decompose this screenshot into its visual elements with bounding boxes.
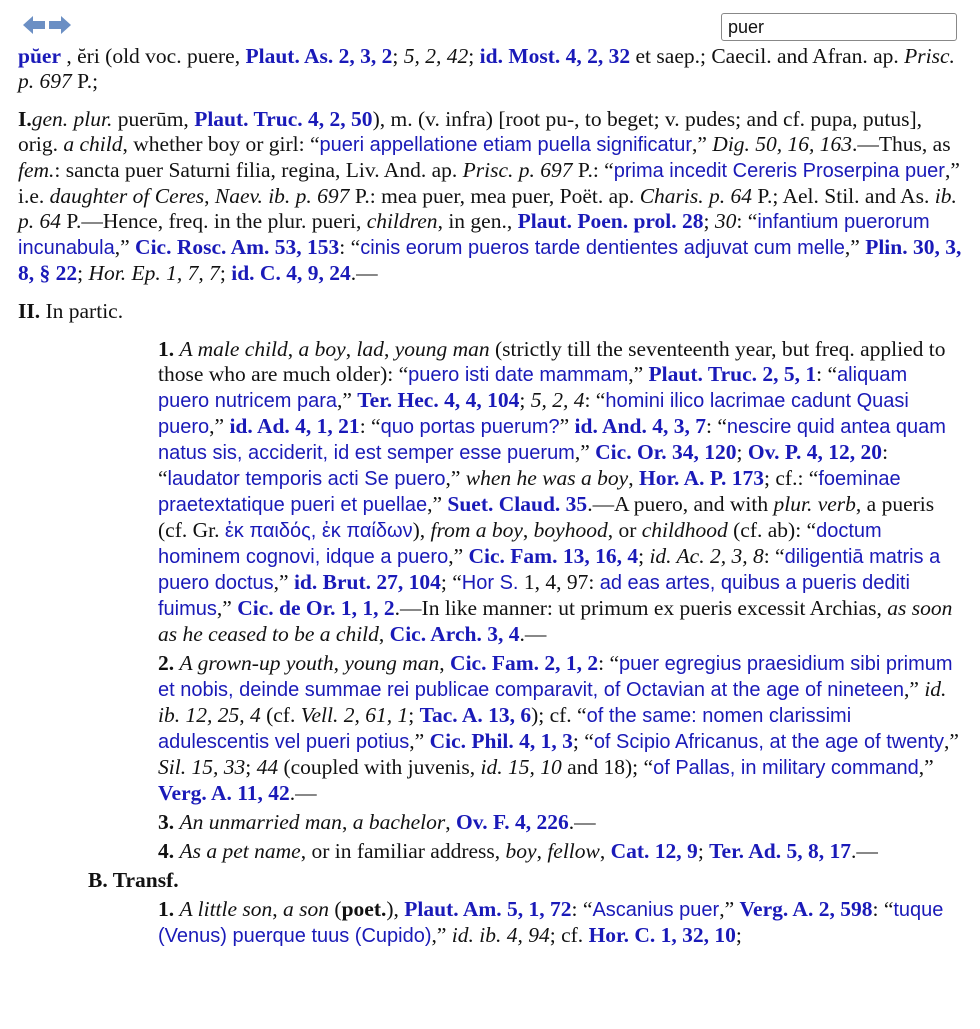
text: 5, 2, 4 [530, 388, 585, 412]
text: ; [408, 703, 420, 727]
text: P.—Hence, freq. in the plur. pueri, [61, 209, 367, 233]
text: when he was a boy [465, 466, 629, 490]
text: , or in familiar address, [300, 839, 506, 863]
text: , or [607, 518, 642, 542]
text: a child [63, 132, 123, 156]
text: a boy [298, 337, 346, 361]
citation-link[interactable]: Ov. P. 4, 12, 20 [747, 440, 883, 464]
text: Hor. Ep. 1, 7, 7 [88, 261, 220, 285]
text: P.; Ael. Stil. and As. [752, 184, 935, 208]
text: 1, 4, 97: [518, 570, 600, 594]
text: In partic. [40, 299, 124, 323]
text: id. ib. 4, 94 [451, 923, 550, 947]
text: , [599, 839, 611, 863]
section-number: I. [18, 107, 32, 131]
text: ,” [692, 132, 713, 156]
citation-link[interactable]: Cic. Phil. 4, 1, 3 [429, 729, 573, 753]
quote-link[interactable]: diligentiā matris a puero doctus [158, 546, 941, 594]
text: a son [283, 897, 330, 921]
section-I [18, 107, 963, 286]
text: ), m. (v. infra) [root pu-, to beget; v. pudes; and cf. pupa, putus], orig. [18, 107, 923, 156]
text: boyhood [533, 518, 608, 542]
section-II-heading [18, 299, 963, 324]
navigation-arrows [22, 14, 72, 36]
text: (cf. ab): “ [727, 518, 817, 542]
text: ; [703, 209, 715, 233]
text: fellow [547, 839, 600, 863]
section-number: II. [18, 299, 41, 323]
citation-link[interactable]: Cic. Or. 34, 120 [595, 440, 737, 464]
text: : “ [339, 235, 361, 259]
text: children [366, 209, 438, 233]
quote-link[interactable]: Ascanius puer [592, 899, 720, 921]
search-input[interactable] [721, 13, 957, 41]
text: .— [350, 261, 378, 285]
sense-2 [158, 651, 963, 806]
citation-link[interactable]: Cic. de Or. 1, 1, 2 [237, 596, 395, 620]
text: , [272, 897, 284, 921]
text: ,” [445, 466, 466, 490]
citation-link[interactable]: Verg. A. 11, 42 [158, 781, 290, 805]
text: as soon as he ceased to be a child [158, 596, 953, 646]
text: ,” [904, 677, 925, 701]
text: et saep.; Caecil. and Afran. ap. [630, 44, 905, 68]
quote-link[interactable]: doctum hominem cognovi, idque a puero [158, 520, 882, 568]
text: .— [568, 810, 596, 834]
sense-1 [158, 337, 963, 647]
quote-link[interactable]: quo portas puerum? [380, 416, 560, 438]
text: , [536, 839, 548, 863]
text: a bachelor [352, 810, 446, 834]
text: P.: mea puer, mea puer, Poët. ap. [349, 184, 640, 208]
quote-link[interactable]: prima incedit Cereris Proserpina puer [613, 160, 945, 182]
text: : “ [598, 651, 620, 675]
text: ,” [336, 388, 358, 412]
sense-number: 2. [158, 651, 175, 675]
text: Charis. p. 64 [639, 184, 752, 208]
text: ; [697, 839, 710, 863]
text: ; [736, 440, 748, 464]
text: Vell. 2, 61, 1 [300, 703, 409, 727]
text: ,” [918, 755, 934, 779]
sense-number: 1. [158, 897, 175, 921]
citation-link[interactable]: Hor. C. 1, 32, 10 [588, 923, 736, 947]
text: boy [505, 839, 537, 863]
text: ( [329, 897, 342, 921]
text: Naev. ib. p. 697 [214, 184, 350, 208]
quote-link[interactable]: puero isti date mammam [408, 364, 629, 386]
citation-link[interactable]: Tac. A. 13, 6 [419, 703, 532, 727]
text: .—In like manner: ut primum ex pueris excessit Archias, [394, 596, 888, 620]
text: ,” [448, 544, 469, 568]
text: .— [850, 839, 878, 863]
citation-link[interactable]: Ov. F. 4, 226 [456, 810, 569, 834]
greek-text: ἐκ παιδός, ἐκ παίδων [224, 520, 413, 542]
dictionary-entry [18, 44, 963, 949]
sense-number: 1. [158, 337, 175, 361]
text: 30 [714, 209, 737, 233]
back-arrow-icon[interactable] [22, 14, 46, 36]
text: ; [219, 261, 232, 285]
text: : “ [571, 897, 593, 921]
text: Dig. 50, 16, 163 [712, 132, 853, 156]
section-label: B. Transf. [88, 868, 179, 892]
text: ,” [944, 729, 959, 753]
text: (cf. [260, 703, 301, 727]
citation-link[interactable]: Cic. Fam. 13, 16, 4 [468, 544, 639, 568]
text: : “ [584, 388, 606, 412]
text: id. 15, 10 [480, 755, 562, 779]
text: from a boy [430, 518, 523, 542]
text: ,” [216, 596, 238, 620]
text: ,” [409, 729, 430, 753]
text: puerūm, [112, 107, 195, 131]
text: : sancta puer Saturni filia, regina, Liv. And. ap. [54, 158, 463, 182]
quote-link[interactable]: tuque (Venus) puerque tuus (Cupido) [158, 899, 944, 947]
sense-4 [158, 839, 963, 864]
text: 44 [256, 755, 279, 779]
text: ; cf. [549, 923, 589, 947]
text: .—A puero, and with [587, 492, 774, 516]
quote-link[interactable]: pueri appellatione etiam puella significatur [319, 134, 692, 156]
text: .—Thus, as [852, 132, 951, 156]
text: Prisc. p. 697 [18, 44, 955, 93]
text: An unmarried man [179, 810, 342, 834]
text: ib. p. 64 [18, 184, 957, 233]
quote-link[interactable]: infantium puerorum incunabula [18, 211, 930, 259]
text: ,” [574, 440, 596, 464]
text: ; [468, 44, 480, 68]
text: ,” [273, 570, 294, 594]
text: , [333, 651, 345, 675]
quote-link[interactable]: nescire quid antea quam natus sis, acciderit, id est semper esse puerum [158, 416, 946, 464]
text: ; “ [572, 729, 594, 753]
text: Sil. 15, 33 [158, 755, 246, 779]
text: P.; [71, 69, 99, 93]
text: ), [412, 518, 431, 542]
text: young man [344, 651, 440, 675]
text: : “ [736, 209, 758, 233]
text: , a pueris (cf. Gr. [158, 492, 935, 542]
text: A male child [179, 337, 288, 361]
text: , [628, 466, 639, 490]
text: , [204, 184, 215, 208]
text: , [345, 337, 357, 361]
text: ,” i.e. [18, 158, 960, 208]
text: Prisc. p. 697 [462, 158, 573, 182]
text: lad [356, 337, 384, 361]
text: id. ib. 12, 25, 4 [158, 677, 947, 727]
citation-link[interactable]: Verg. A. 2, 598 [739, 897, 873, 921]
text: young man [394, 337, 490, 361]
quote-link[interactable]: of Scipio Africanus, at the age of twenty [593, 731, 945, 753]
text: .— [519, 622, 547, 646]
citation-link[interactable]: Plaut. Truc. 4, 2, 50 [194, 107, 373, 131]
text: : “ [705, 414, 727, 438]
citation-link[interactable]: id. Ad. 4, 1, 21 [229, 414, 360, 438]
quote-link[interactable]: puer egregius praesidium sibi primum et nobis, deinde summae rei publicae comparavit, of Octavian at the age of nineteen [158, 653, 953, 701]
text: gen. plur. [31, 107, 113, 131]
text: : “ [763, 544, 785, 568]
citation-link[interactable]: Ter. Hec. 4, 4, 104 [357, 388, 520, 412]
text: , [287, 337, 299, 361]
text: ,” [114, 235, 136, 259]
text: ,” [431, 923, 452, 947]
text: , [341, 810, 353, 834]
citation-link[interactable]: Plaut. As. 2, 3, 2 [245, 44, 393, 68]
text: 5, 2, 42 [403, 44, 469, 68]
text: , in gen., [437, 209, 518, 233]
quote-link[interactable]: foeminae praetextatique pueri et puellae [158, 468, 901, 516]
quote-link[interactable]: of Pallas, in military command [653, 757, 919, 779]
text: , ĕri (old voc. puere, [61, 44, 246, 68]
text: .— [289, 781, 317, 805]
sense-number: 4. [158, 839, 175, 863]
text: ,” [209, 414, 230, 438]
text: ,” [844, 235, 866, 259]
text: ; [735, 923, 742, 947]
headword: pŭer [18, 44, 61, 68]
sense-3 [158, 810, 963, 835]
text: , whether boy or girl: “ [122, 132, 320, 156]
text: childhood [641, 518, 728, 542]
text: , [383, 337, 395, 361]
text: ), [386, 897, 405, 921]
text: : “ [816, 362, 838, 386]
section-B-heading [88, 868, 963, 893]
text: P.: “ [572, 158, 614, 182]
text: : “ [359, 414, 381, 438]
text: ; [77, 261, 89, 285]
citation-link[interactable]: Plaut. Poen. prol. 28 [517, 209, 704, 233]
citation-link[interactable]: Suet. Claud. 35 [447, 492, 588, 516]
sense-B1 [158, 897, 963, 949]
quote-link[interactable]: aliquam puero nutricem para [158, 364, 908, 412]
text: ; cf.: “ [764, 466, 819, 490]
text: (strictly till the seventeenth year, but freq. applied to those who are much older): “ [158, 337, 946, 386]
citation-link[interactable]: Plaut. Am. 5, 1, 72 [404, 897, 572, 921]
citation-link[interactable]: Cic. Fam. 2, 1, 2 [450, 651, 599, 675]
quote-link[interactable]: Hor S. [461, 572, 519, 594]
citation-link[interactable]: Cic. Rosc. Am. 53, 153 [135, 235, 340, 259]
text: ,” [719, 897, 740, 921]
quote-link[interactable]: of the same: nomen clarissimi adulescentis vel pueri potius [158, 705, 852, 753]
text: ; [519, 388, 531, 412]
text: , [378, 622, 390, 646]
citation-link[interactable]: id. Brut. 27, 104 [293, 570, 441, 594]
citation-link[interactable]: Plaut. Truc. 2, 5, 1 [648, 362, 817, 386]
quote-link[interactable]: homini ilico lacrimae cadunt Quasi puero [158, 390, 909, 438]
text: daughter of Ceres [49, 184, 205, 208]
text: ” [559, 414, 575, 438]
citation-link[interactable]: id. C. 4, 9, 24 [231, 261, 351, 285]
text: plur. verb [773, 492, 856, 516]
text: ; “ [440, 570, 462, 594]
text: ,” [427, 492, 448, 516]
text: ; [245, 755, 257, 779]
quote-link[interactable]: cinis eorum pueros tarde dentientes adjuvat cum melle [360, 237, 845, 259]
text: ; [392, 44, 404, 68]
text: ); cf. “ [531, 703, 587, 727]
text: A little son [179, 897, 273, 921]
text: fem. [18, 158, 55, 182]
forward-arrow-icon[interactable] [48, 14, 72, 36]
quote-link[interactable]: laudator temporis acti Se puero [167, 468, 446, 490]
text: (coupled with juvenis, [278, 755, 481, 779]
text: poet. [341, 897, 387, 921]
text: As a pet name [179, 839, 301, 863]
text: , [439, 651, 451, 675]
text: A grown-up youth [179, 651, 334, 675]
citation-link[interactable]: id. And. 4, 3, 7 [574, 414, 706, 438]
citation-link[interactable]: Plin. 30, 3, 8, § 22 [18, 235, 962, 285]
text: id. Ac. 2, 3, 8 [649, 544, 764, 568]
text: and 18); “ [561, 755, 654, 779]
citation-link[interactable]: id. Most. 4, 2, 32 [479, 44, 631, 68]
text: : “ [872, 897, 894, 921]
text: , [522, 518, 534, 542]
citation-link[interactable]: Ter. Ad. 5, 8, 17 [709, 839, 851, 863]
text: : “ [158, 440, 889, 490]
text: ,” [628, 362, 649, 386]
citation-link[interactable]: Cic. Arch. 3, 4 [389, 622, 520, 646]
text: , [445, 810, 456, 834]
citation-link[interactable]: Hor. A. P. 173 [638, 466, 765, 490]
entry-header [18, 44, 963, 94]
quote-link[interactable]: ad eas artes, quibus a pueris dediti fuimus [158, 572, 910, 620]
citation-link[interactable]: Cat. 12, 9 [610, 839, 698, 863]
text: ; [638, 544, 650, 568]
sense-number: 3. [158, 810, 175, 834]
